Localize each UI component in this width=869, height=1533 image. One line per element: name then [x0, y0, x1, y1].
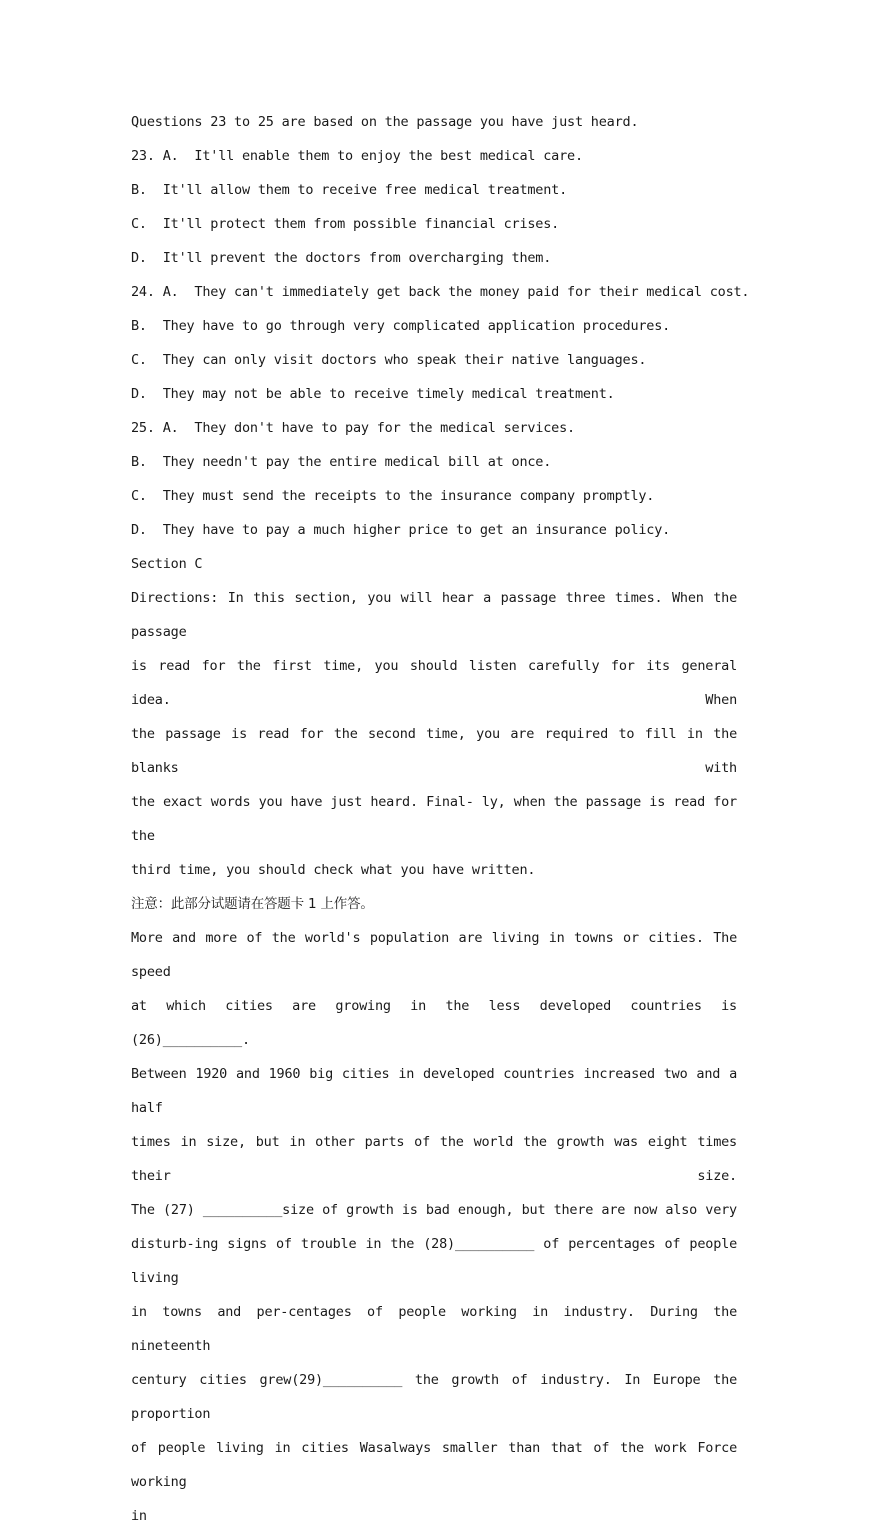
- option-24-d: D. They may not be able to receive timely medical treatment.: [131, 386, 615, 402]
- option-25-b: B. They needn't pay the entire medical bill at once.: [131, 454, 552, 470]
- directions-line: the passage is read for the second time, you are required to fill in the blanks with: [131, 726, 737, 776]
- question-25: [131, 411, 737, 547]
- passage-line: in towns and per-centages of people working in industry. During the nineteenth: [131, 1304, 737, 1354]
- option-25-a: 25. A. They don't have to pay for the medical services.: [131, 420, 575, 436]
- answer-sheet-note: 注意：此部分试题请在答题卡 1 上作答。: [131, 896, 374, 912]
- option-23-a: 23. A. It'll enable them to enjoy the best medical care.: [131, 148, 583, 164]
- passage-line: in: [131, 1508, 147, 1524]
- question-23: [131, 139, 737, 275]
- passage-line: times in size, but in other parts of the world the growth was eight times their size.: [131, 1134, 737, 1184]
- directions-line: Directions: In this section, you will hear a passage three times. When the passage: [131, 590, 737, 640]
- option-23-c: C. It'll protect them from possible financial crises.: [131, 216, 560, 232]
- option-24-c: C. They can only visit doctors who speak their native languages.: [131, 352, 647, 368]
- passage-line: century cities grew(29)__________ the growth of industry. In Europe the proportion: [131, 1372, 737, 1422]
- option-25-d: D. They have to pay a much higher price to get an insurance policy.: [131, 522, 671, 538]
- directions-line: the exact words you have just heard. Final- ly, when the passage is read for the: [131, 794, 737, 844]
- directions-line: is read for the first time, you should listen carefully for its general idea. When: [131, 658, 737, 708]
- passage-line: The (27) __________size of growth is bad enough, but there are now also very: [131, 1202, 737, 1218]
- question-24: [131, 275, 750, 411]
- section-c-heading: Section C: [131, 556, 203, 572]
- option-24-a: 24. A. They can't immediately get back the money paid for their medical cost.: [131, 284, 750, 300]
- passage-line: More and more of the world's population are living in towns or cities. The speed: [131, 930, 737, 980]
- passage-line: disturb-ing signs of trouble in the (28)__________ of percentages of people living: [131, 1236, 737, 1286]
- option-25-c: C. They must send the receipts to the insurance company promptly.: [131, 488, 655, 504]
- passage-line: Between 1920 and 1960 big cities in developed countries increased two and a half: [131, 1066, 737, 1116]
- questions-intro: Questions 23 to 25 are based on the passage you have just heard.: [131, 114, 639, 130]
- dictation-passage: [131, 921, 737, 1533]
- option-23-d: D. It'll prevent the doctors from overcharging them.: [131, 250, 552, 266]
- directions-line: third time, you should check what you have written.: [131, 862, 536, 878]
- section-c-directions: [131, 581, 737, 887]
- option-23-b: B. It'll allow them to receive free medical treatment.: [131, 182, 568, 198]
- document-page: [131, 105, 750, 1533]
- option-24-b: B. They have to go through very complicated application procedures.: [131, 318, 671, 334]
- passage-line: of people living in cities Wasalways smaller than that of the work Force working: [131, 1440, 737, 1490]
- passage-line: at which cities are growing in the less developed countries is (26)__________.: [131, 998, 737, 1048]
